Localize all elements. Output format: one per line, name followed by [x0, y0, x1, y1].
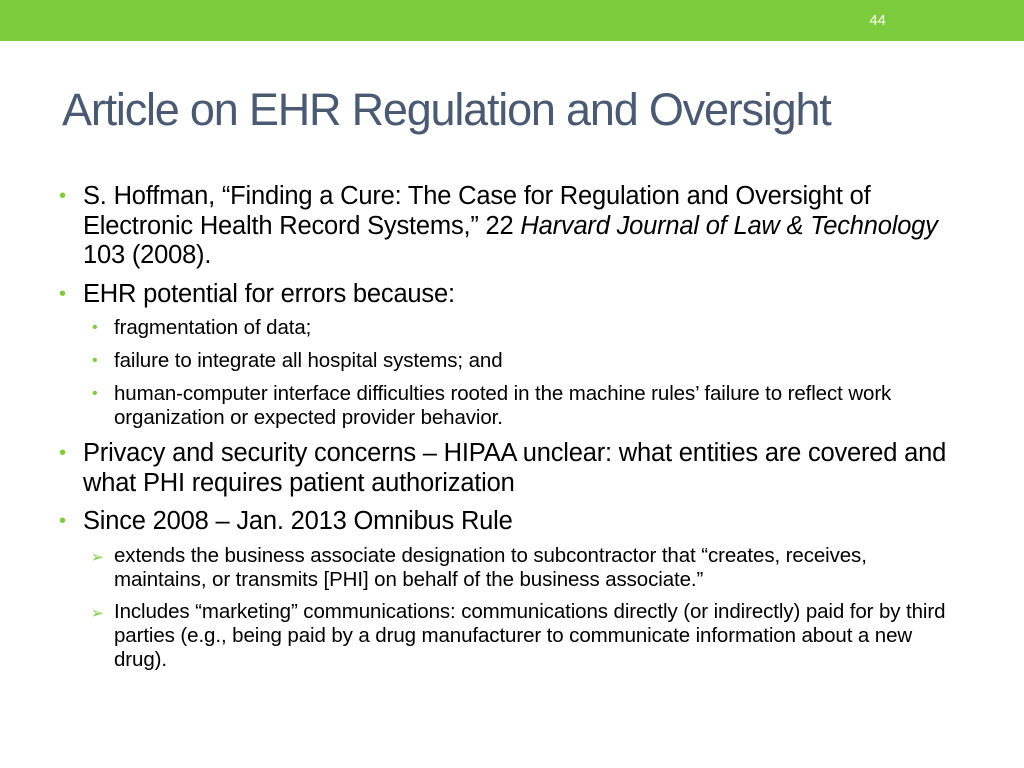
sub-bullet-business-associate — [58, 544, 958, 592]
bullet-ehr-errors — [58, 280, 958, 310]
bullet-dot-icon: • — [59, 282, 66, 305]
citation-journal: Harvard Journal of Law & Technology — [520, 211, 938, 240]
sub-bullet-marketing — [58, 600, 958, 672]
arrow-bullet-icon: ➢ — [91, 604, 104, 622]
bullet-citation — [58, 182, 958, 271]
top-accent-bar — [0, 0, 1024, 41]
bullet-omnibus — [58, 507, 958, 537]
slide-number: 44 — [869, 12, 886, 29]
sub-bullet-text: failure to integrate all hospital systems; and — [114, 349, 503, 372]
bullet-dot-icon: • — [92, 352, 98, 369]
sub-bullet-text: human-computer interface difficulties rooted in the machine rules’ failure to reflect work organization or expected provider behavior. — [114, 382, 892, 429]
bullet-dot-icon: • — [92, 385, 98, 402]
sub-bullet-integration — [58, 349, 958, 373]
citation-tail: 103 (2008). — [83, 241, 212, 269]
bullet-dot-icon: • — [59, 442, 66, 464]
sub-bullet-text: Includes “marketing” communications: communications directly (or indirectly) paid for by third parties (e.g., being paid by a drug manufacturer to communicate information about a new drug). — [114, 599, 946, 671]
sub-bullet-text: extends the business associate designation to subcontractor that “creates, receives, maintains, or transmits [PHI] on behalf of the business associate.” — [114, 543, 867, 591]
sub-bullet-fragmentation — [58, 316, 958, 340]
bullet-privacy — [58, 439, 958, 498]
sub-bullet-text: fragmentation of data; — [114, 316, 312, 339]
bullet-text: Since 2008 – Jan. 2013 Omnibus Rule — [83, 507, 513, 535]
sub-bullet-interface — [58, 382, 958, 430]
bullet-dot-icon: • — [59, 185, 66, 207]
slide-title: Article on EHR Regulation and Oversight — [62, 84, 831, 135]
bullet-text: Privacy and security concerns – HIPAA unclear: what entities are covered and what PHI requires patient authorization — [83, 439, 947, 497]
bullet-dot-icon: • — [92, 319, 98, 336]
arrow-bullet-icon: ➢ — [91, 548, 104, 566]
slide-content — [58, 182, 958, 680]
citation-text: S. Hoffman, “Finding a Cure: The Case for Regulation and Oversight of Electronic Health Record Systems,” 22 — [83, 182, 871, 240]
bullet-text: EHR potential for errors because: — [83, 279, 455, 308]
bullet-dot-icon: • — [59, 510, 66, 532]
